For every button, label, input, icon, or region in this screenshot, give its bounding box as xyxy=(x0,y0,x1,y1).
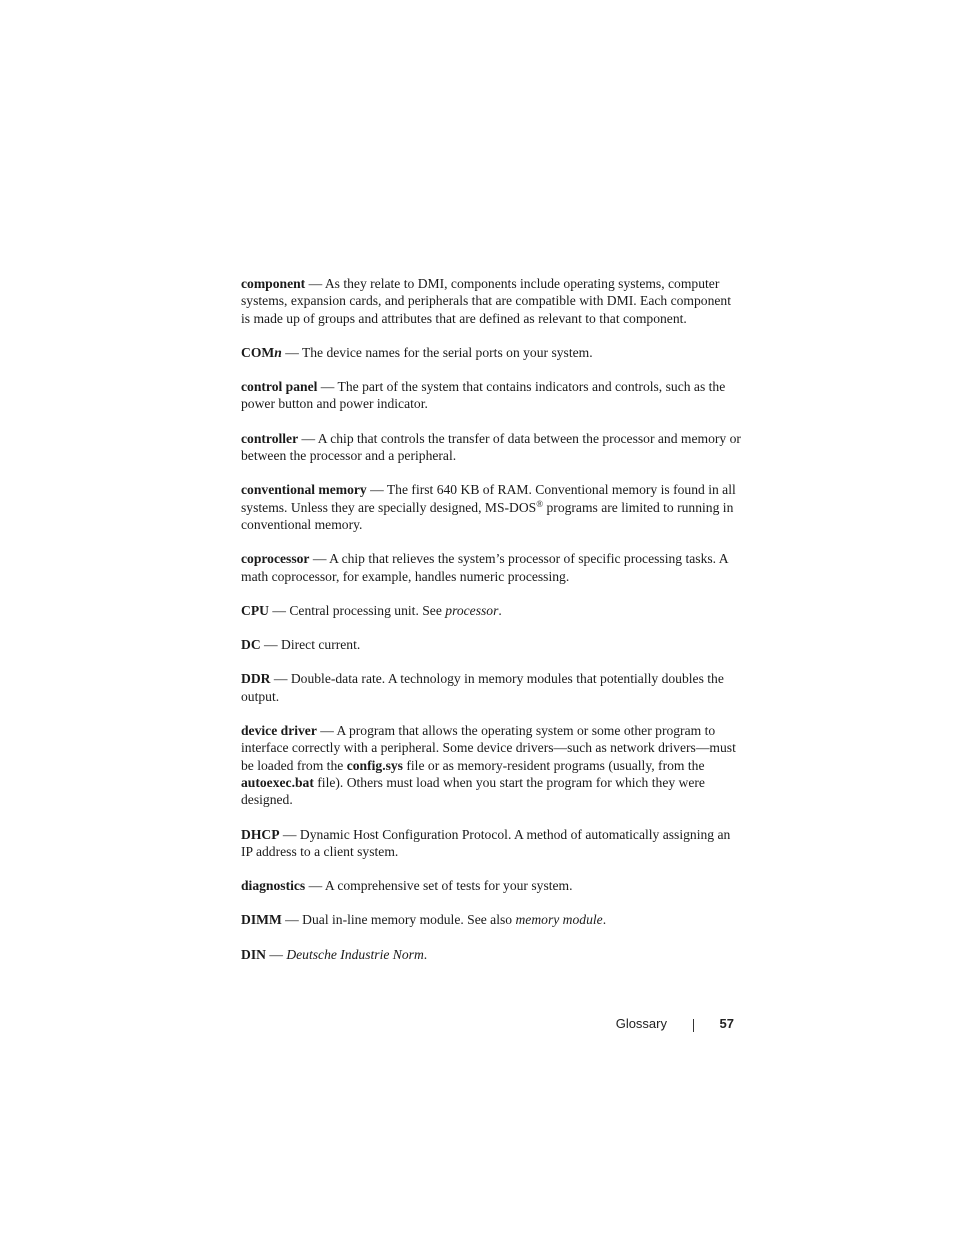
definition: — Double-data rate. A technology in memory modules that potentially doubles the output. xyxy=(241,671,724,704)
definition: — Direct current. xyxy=(260,637,361,653)
definition-tail: . xyxy=(423,946,428,962)
definition: — The first 640 KB of RAM. Conventional memory is found in all systems. Unless they are specially designed, MS-DOS xyxy=(241,482,736,515)
term: DC xyxy=(241,637,261,653)
term: coprocessor xyxy=(241,551,310,567)
definition: — As they relate to DMI, components include operating systems, computer systems, expansion cards, and peripherals that are compatible with DMI. Each component is made up of groups and attributes that are defined as relevant to that component. xyxy=(241,276,731,326)
definition: — A chip that controls the transfer of data between the processor and memory or between the processor and a peripheral. xyxy=(241,430,741,464)
term-suffix: n xyxy=(274,344,282,360)
definition: — The device names for the serial ports on your system. xyxy=(281,344,593,360)
term: control panel xyxy=(241,379,318,395)
cross-reference: memory module xyxy=(515,912,603,928)
term: diagnostics xyxy=(241,878,306,894)
entry-comn xyxy=(241,344,741,361)
entry-controller xyxy=(241,430,741,465)
definition: — Central processing unit. See xyxy=(268,602,446,618)
footer-divider xyxy=(693,1019,694,1032)
definition-tail: . xyxy=(602,912,607,928)
term: conventional memory xyxy=(241,482,367,498)
term: DDR xyxy=(241,671,271,687)
definition-tail: . xyxy=(498,602,502,618)
entry-din xyxy=(241,946,741,963)
cross-reference: processor xyxy=(445,602,499,618)
term: CPU xyxy=(241,602,269,618)
entry-dc xyxy=(241,636,741,653)
definition: — xyxy=(265,946,287,962)
footer-section-title: Glossary xyxy=(615,1016,667,1031)
page-footer xyxy=(560,1015,734,1035)
page-number: 57 xyxy=(719,1016,734,1031)
term: DIN xyxy=(241,946,266,962)
entry-dimm xyxy=(241,911,741,928)
definition-cont: programs are limited to running in conventional memory. xyxy=(241,499,734,532)
entry-component xyxy=(241,275,741,327)
cross-reference: Deutsche Industrie Norm xyxy=(286,946,424,962)
definition-tail: file). Others must load when you start the program for which they were designed. xyxy=(241,774,705,808)
entry-conventional-memory xyxy=(241,481,741,533)
entry-ddr xyxy=(241,670,741,705)
term: DIMM xyxy=(241,912,282,928)
definition: — A chip that relieves the system’s processor of specific processing tasks. A math coprocessor, for example, handles numeric processing. xyxy=(241,551,728,584)
entry-dhcp xyxy=(241,826,741,861)
definition: — Dynamic Host Configuration Protocol. A method of automatically assigning an IP address to a client system. xyxy=(241,826,731,859)
term: COM xyxy=(241,344,275,360)
filename-autoexec-bat: autoexec.bat xyxy=(241,774,314,790)
entry-coprocessor xyxy=(241,550,741,585)
entry-device-driver xyxy=(241,722,741,808)
entry-control-panel xyxy=(241,378,741,413)
definition: — A comprehensive set of tests for your system. xyxy=(305,878,573,894)
definition: — Dual in-line memory module. See also xyxy=(281,912,516,928)
term: component xyxy=(241,276,306,291)
term: controller xyxy=(241,430,299,446)
glossary-entries xyxy=(241,275,741,980)
term: device driver xyxy=(241,723,317,739)
definition: — The part of the system that contains indicators and controls, such as the power button and power indicator. xyxy=(241,379,726,412)
term: DHCP xyxy=(241,826,280,842)
entry-cpu xyxy=(241,602,741,619)
definition-cont: file or as memory-resident programs (usually, from the xyxy=(402,757,705,773)
definition: — A program that allows the operating system or some other program to interface correctly with a peripheral. Some device drivers—such as network drivers—must be loaded from the xyxy=(241,723,736,773)
filename-config-sys: config.sys xyxy=(346,757,403,773)
registered-mark: ® xyxy=(536,498,544,509)
entry-diagnostics xyxy=(241,877,741,894)
